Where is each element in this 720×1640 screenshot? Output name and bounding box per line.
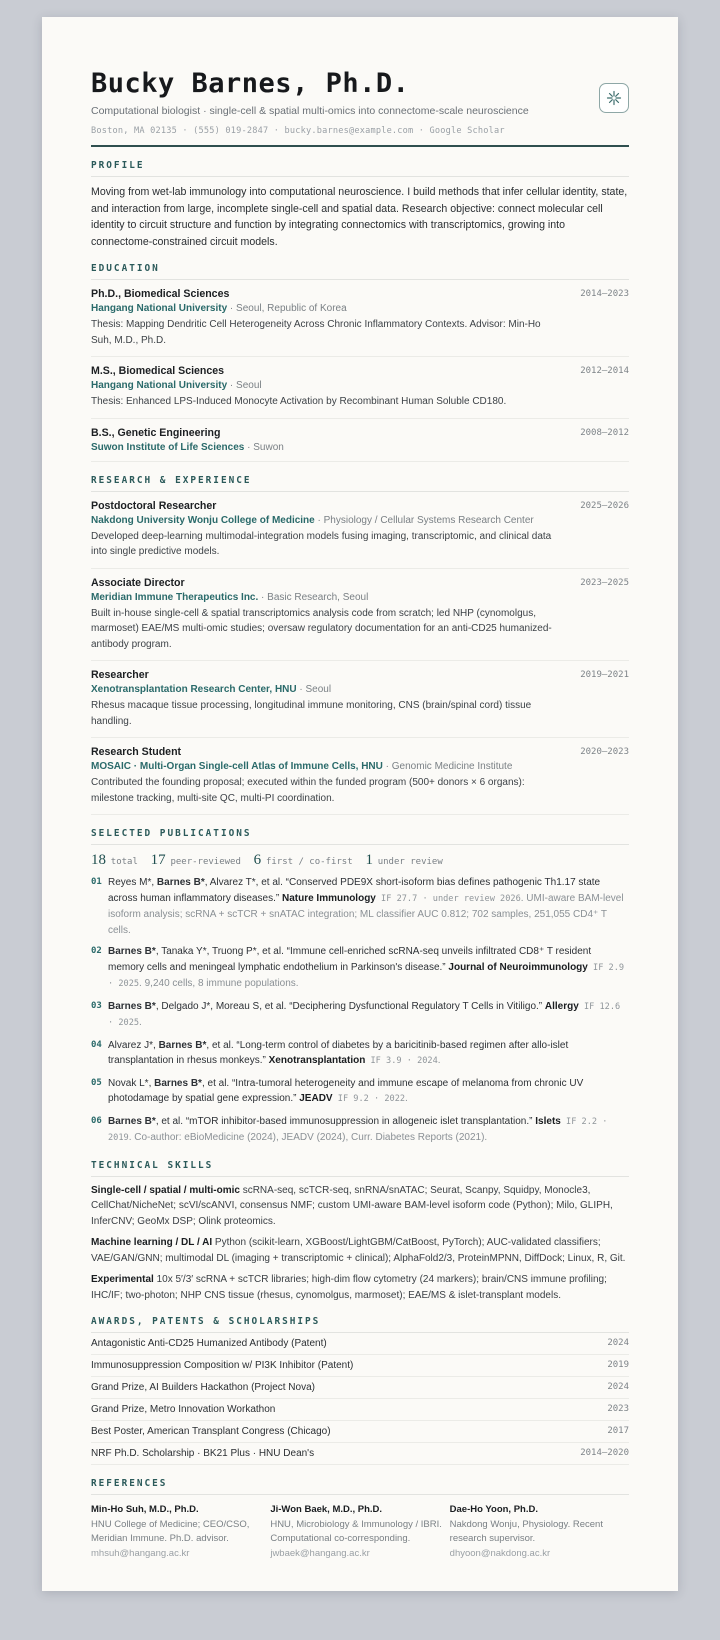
publication-note: . UMI-aware BAM-level isoform analysis; scRNA + scTCR + snATAC integration; ML classifier AUC 0.812; 702 samples, 251,055 CD4⁺ T cells. bbox=[108, 892, 624, 936]
publication-note: . Co-author: eBioMedicine (2024), JEADV (2024), Curr. Diabetes Reports (2021). bbox=[128, 1132, 488, 1143]
education-entry bbox=[91, 280, 629, 357]
publication-note: . bbox=[437, 1055, 441, 1066]
reference-card bbox=[91, 1503, 270, 1561]
institution: Hangang National University bbox=[91, 303, 228, 314]
award-item bbox=[91, 1443, 629, 1465]
stat-label: total bbox=[110, 857, 138, 867]
stat-number: 1 bbox=[365, 852, 373, 868]
reference-email[interactable]: jwbaek@hangang.ac.kr bbox=[270, 1547, 370, 1559]
reference-card bbox=[450, 1503, 629, 1561]
award-name: Immunosuppression Composition w/ PI3K Inhibitor (Patent) bbox=[91, 1360, 354, 1371]
experience-entry bbox=[91, 738, 629, 815]
skill-heading: Experimental bbox=[91, 1274, 154, 1285]
organization: MOSAIC · Multi-Organ Single-cell Atlas of Immune Cells, HNU bbox=[91, 761, 383, 772]
reference-name: Min-Ho Suh, M.D., Ph.D. bbox=[91, 1504, 199, 1515]
resume-page bbox=[42, 17, 678, 1591]
publication-item bbox=[91, 875, 629, 938]
publication-text: , et al. “Intra-tumoral heterogeneity and immune escape of melanoma from chronic UV photodamage by spatial gene expression.” bbox=[108, 1077, 584, 1104]
stat-label: under review bbox=[377, 857, 443, 867]
skills-list bbox=[91, 1183, 629, 1304]
organization: Nakdong University Wonju College of Medicine bbox=[91, 514, 315, 526]
location: · Suwon bbox=[244, 441, 284, 453]
section-title-publications: SELECTED PUBLICATIONS bbox=[91, 828, 629, 845]
publication-index: 02 bbox=[91, 946, 102, 956]
entry-description: Built in-house single-cell & spatial transcriptomics analysis code from scratch; led NHP (cynomolgus, marmoset) EAE/MS multi-omic studies; oversaw regulatory documentation for an anti-CD25 humanized-antibody program. bbox=[91, 607, 552, 650]
education-list bbox=[91, 280, 629, 462]
publication-item bbox=[91, 1076, 629, 1108]
section-title-education: EDUCATION bbox=[91, 263, 629, 280]
reference-desc: HNU, Microbiology & Immunology / IBRI. Computational co-corresponding. bbox=[270, 1518, 442, 1544]
skill-group bbox=[91, 1235, 629, 1266]
journal-name: Xenotransplantation bbox=[268, 1055, 366, 1066]
impact-factor: IF 2.9 · 2025 bbox=[108, 962, 625, 989]
institution: Hangang National University bbox=[91, 380, 228, 391]
reference-name: Ji-Won Baek, M.D., Ph.D. bbox=[270, 1504, 383, 1515]
entry-description: Thesis: Mapping Dendritic Cell Heterogeneity Across Chronic Inflammatory Contexts. Advisor: Min-Ho Suh, M.D., Ph.D. bbox=[91, 319, 541, 346]
award-name: Grand Prize, Metro Innovation Workathon bbox=[91, 1404, 276, 1415]
reference-name: Dae-Ho Yoon, Ph.D. bbox=[449, 1504, 538, 1515]
location: · Seoul bbox=[296, 684, 332, 695]
award-name: NRF Ph.D. Scholarship · BK21 Plus · HNU Dean's bbox=[91, 1448, 315, 1459]
experience-entry bbox=[91, 569, 629, 662]
stat-number: 18 bbox=[91, 852, 106, 868]
authors-before: Alvarez J*, bbox=[108, 1039, 159, 1051]
impact-factor: IF 27.7 · under review 2026 bbox=[375, 893, 521, 904]
award-year: 2019 bbox=[607, 1360, 629, 1370]
publication-text: , et al. “Long-term control of diabetes by a baricitinib-based regimen after allo-islet transplantation in rhesus monkeys.” bbox=[108, 1039, 569, 1066]
publication-note: . 9,240 cells, 8 immune populations. bbox=[139, 978, 299, 989]
publication-item bbox=[91, 1038, 629, 1070]
experience-entry bbox=[91, 492, 629, 569]
section-title-experience: RESEARCH & EXPERIENCE bbox=[91, 475, 629, 492]
section-title-skills: TECHNICAL SKILLS bbox=[91, 1160, 629, 1177]
sparkle-icon bbox=[599, 83, 629, 113]
references-list bbox=[91, 1503, 629, 1561]
impact-factor: IF 3.9 · 2024 bbox=[365, 1056, 438, 1066]
impact-factor: IF 12.6 · 2025 bbox=[108, 1001, 621, 1028]
entry-description: Developed deep-learning multimodal-integration models fusing imaging, transcriptomic, and clinical data into single predictive models. bbox=[91, 530, 552, 557]
candidate-name: Bucky Barnes, Ph.D. bbox=[91, 68, 410, 99]
organization: Xenotransplantation Research Center, HNU bbox=[91, 684, 297, 695]
experience-entry bbox=[91, 661, 629, 738]
author-self: Barnes B* bbox=[108, 946, 156, 957]
authors-before: Novak L*, bbox=[108, 1077, 155, 1089]
author-self: Barnes B* bbox=[158, 1039, 207, 1051]
publication-note: . bbox=[405, 1093, 408, 1104]
stat-number: 6 bbox=[253, 852, 262, 868]
publication-text: , Delgado J*, Moreau S, et al. “Deciphering Dysfunctional Regulatory T Cells in Vitiligo.” bbox=[155, 1000, 545, 1012]
experience-list bbox=[91, 492, 629, 816]
award-year: 2024 bbox=[607, 1382, 629, 1392]
publication-index: 04 bbox=[91, 1039, 102, 1050]
author-self: Barnes B* bbox=[108, 1115, 156, 1127]
date-range: 2008–2012 bbox=[580, 427, 629, 438]
resume-header bbox=[91, 67, 629, 136]
publication-text: , Tanaka Y*, Truong P*, et al. “Immune cell-enriched scRNA-seq unveils infiltrated CD8⁺ T resident memory cells and meningeal lymphatic endothelium in Parkinson's disease.” bbox=[108, 946, 592, 973]
award-name: Antagonistic Anti-CD25 Humanized Antibody (Patent) bbox=[91, 1338, 327, 1349]
journal-name: JEADV bbox=[299, 1093, 333, 1104]
date-range: 2025–2026 bbox=[580, 500, 629, 511]
location: · Genomic Medicine Institute bbox=[382, 761, 513, 772]
award-item bbox=[91, 1333, 629, 1355]
organization: Meridian Immune Therapeutics Inc. bbox=[91, 591, 259, 603]
stat-label: first / co-first bbox=[265, 857, 353, 867]
journal-name: Journal of Neuroimmunology bbox=[448, 961, 588, 973]
role-title: Research Student bbox=[91, 746, 182, 758]
publication-text: , et al. “mTOR inhibitor-based immunosuppression in allogeneic islet transplantation.” bbox=[155, 1115, 536, 1127]
education-entry bbox=[91, 357, 629, 419]
publication-index: 06 bbox=[91, 1115, 102, 1126]
award-year: 2014–2020 bbox=[580, 1448, 629, 1458]
contact-line: Boston, MA 02135 · (555) 019-2847 · bucky.barnes@example.com · Google Scholar bbox=[91, 126, 505, 136]
entry-description: Contributed the founding proposal; executed within the funded program (500+ donors × 6 organs): milestone tracking, multi-site QC, multi-PI coordination. bbox=[91, 777, 525, 804]
degree-title: B.S., Genetic Engineering bbox=[91, 426, 221, 439]
authors-before: Reyes M*, bbox=[108, 877, 157, 888]
institution: Suwon Institute of Life Sciences bbox=[91, 441, 245, 453]
journal-name: Allergy bbox=[544, 1000, 579, 1012]
date-range: 2019–2021 bbox=[580, 670, 629, 680]
reference-email[interactable]: dhyoon@nakdong.ac.kr bbox=[449, 1547, 551, 1559]
author-self: Barnes B* bbox=[154, 1077, 202, 1089]
award-item bbox=[91, 1399, 629, 1421]
journal-name: Nature Immunology bbox=[281, 892, 376, 904]
impact-factor: IF 9.2 · 2022 bbox=[332, 1094, 406, 1104]
author-self: Barnes B* bbox=[156, 877, 205, 888]
section-title-awards: AWARDS, PATENTS & SCHOLARSHIPS bbox=[91, 1316, 629, 1333]
header-divider bbox=[91, 145, 629, 147]
publication-note: . bbox=[139, 1017, 142, 1028]
publication-stats bbox=[91, 852, 629, 869]
date-range: 2020–2023 bbox=[580, 747, 629, 757]
skill-heading: Machine learning / DL / AI bbox=[91, 1237, 213, 1248]
profile-text: Moving from wet-lab immunology into computational neuroscience. I build methods that infer cellular identity, state, and interaction from large, incomplete single-cell and spatial data. Research objective: connect molecular cell identity to circuit structure and function by integrating connectomics with transcriptomics, growing into connectome-constrained circuit models. bbox=[91, 186, 628, 248]
entry-description: Rhesus macaque tissue processing, longitudinal immune monitoring, CNS (brain/spinal cord) tissue handling. bbox=[91, 700, 532, 727]
reference-desc: Nakdong Wonju, Physiology. Recent research supervisor. bbox=[449, 1518, 603, 1544]
award-item bbox=[91, 1355, 629, 1377]
location: · Basic Research, Seoul bbox=[258, 591, 369, 603]
impact-factor: IF 2.2 · 2019 bbox=[108, 1116, 608, 1143]
role-title: Postdoctoral Researcher bbox=[91, 499, 217, 512]
role-title: Associate Director bbox=[91, 576, 185, 589]
stat-number: 17 bbox=[150, 852, 166, 868]
publication-item bbox=[91, 944, 629, 993]
publication-list bbox=[91, 875, 629, 1147]
section-title-references: REFERENCES bbox=[91, 1478, 629, 1495]
publication-item bbox=[91, 1114, 629, 1147]
role-title: Researcher bbox=[91, 669, 149, 681]
tagline: Computational biologist · single-cell & spatial multi-omics into connectome-scale neuroscience bbox=[91, 105, 529, 117]
location: · Physiology / Cellular Systems Research Center bbox=[314, 514, 534, 526]
journal-name: Islets bbox=[535, 1115, 561, 1127]
publication-index: 03 bbox=[91, 1000, 102, 1011]
skill-heading: Single-cell / spatial / multi-omic bbox=[91, 1184, 240, 1196]
award-year: 2023 bbox=[607, 1404, 629, 1414]
skill-text: scRNA-seq, scTCR-seq, snRNA/snATAC; Seurat, Scanpy, Squidpy, Monocle3, CellChat/NicheNet; scVI/scANVI, consensus NMF; custom UMI-aware BAM-level isoform code (Python); Milo, GLIPH, InferCNV; GeoMx DSP; Olink proteomics. bbox=[91, 1184, 613, 1227]
publication-index: 05 bbox=[91, 1077, 102, 1088]
author-self: Barnes B* bbox=[108, 1000, 156, 1012]
award-name: Best Poster, American Transplant Congress (Chicago) bbox=[91, 1426, 331, 1437]
reference-card bbox=[270, 1503, 449, 1561]
reference-desc: HNU College of Medicine; CEO/CSO, Meridian Immune. Ph.D. advisor. bbox=[91, 1518, 250, 1544]
date-range: 2023–2025 bbox=[580, 577, 629, 588]
award-item bbox=[91, 1377, 629, 1399]
location: · Seoul, Republic of Korea bbox=[227, 303, 347, 314]
award-item bbox=[91, 1421, 629, 1443]
degree-title: Ph.D., Biomedical Sciences bbox=[91, 288, 230, 300]
stat-label: peer-reviewed bbox=[170, 857, 241, 867]
publication-text: , Alvarez T*, et al. “Conserved PDE9X short-isoform bias defines pathogenic Th1.17 state across human inflammatory diseases.” bbox=[108, 877, 601, 904]
reference-email[interactable]: mhsuh@hangang.ac.kr bbox=[91, 1547, 190, 1559]
entry-description: Thesis: Enhanced LPS-Induced Monocyte Activation by Recombinant Human Soluble CD180. bbox=[91, 396, 507, 407]
skill-text: Python (scikit-learn, XGBoost/LightGBM/CatBoost, PyTorch); AUC-validated classifiers; VAE/GAN/GNN; multimodal DL (imaging + transcriptomic + clinical); AlphaFold2/3, ProteinMPNN, DiffDock; Linux, R, Git. bbox=[91, 1237, 626, 1264]
award-year: 2017 bbox=[607, 1426, 629, 1436]
degree-title: M.S., Biomedical Sciences bbox=[91, 365, 225, 377]
date-range: 2014–2023 bbox=[580, 289, 629, 299]
date-range: 2012–2014 bbox=[580, 366, 629, 376]
award-year: 2024 bbox=[607, 1338, 629, 1348]
awards-list bbox=[91, 1333, 629, 1465]
resume-content bbox=[91, 67, 629, 1561]
publication-index: 01 bbox=[91, 877, 102, 887]
skill-text: 10x 5′/3′ scRNA + scTCR libraries; high-dim flow cytometry (24 markers); brain/CNS immune profiling; IHC/IF; two-photon; NHP CNS tissue (rhesus, cynomolgus, marmoset); EAE/MS & islet-transplant models. bbox=[91, 1274, 607, 1301]
publication-item bbox=[91, 999, 629, 1032]
education-entry bbox=[91, 419, 629, 462]
skill-group bbox=[91, 1272, 629, 1303]
award-name: Grand Prize, AI Builders Hackathon (Project Nova) bbox=[91, 1382, 315, 1393]
section-title-profile: PROFILE bbox=[91, 160, 629, 177]
location: · Seoul bbox=[227, 380, 262, 391]
skill-group bbox=[91, 1183, 629, 1230]
